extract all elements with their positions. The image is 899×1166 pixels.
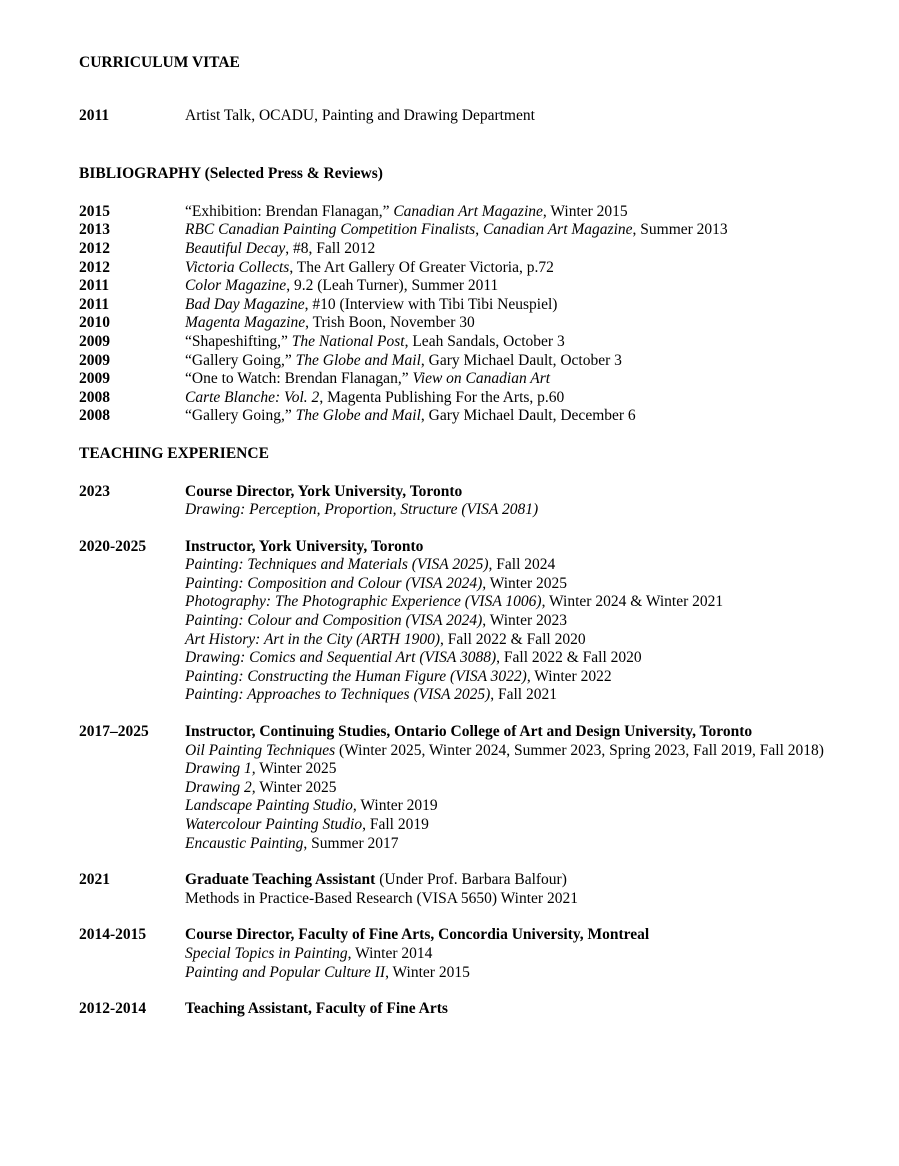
year-label: 2011 [79, 295, 110, 313]
teaching-block [79, 723, 839, 853]
position-title: Instructor, York University, Toronto [185, 537, 424, 555]
year-label: 2008 [79, 388, 110, 406]
bib-entry: 2013 RBC Canadian Painting Competition Finalists, Canadian Art Magazine, Summer 2013 [79, 221, 728, 239]
teaching-block [79, 1000, 839, 1019]
year-label: 2011 [79, 106, 110, 124]
position-title: Course Director, York University, Toronto [185, 482, 463, 500]
year-label: 2009 [79, 332, 110, 350]
position-title: Course Director, Faculty of Fine Arts, Concordia University, Montreal [185, 926, 650, 944]
year-label: 2015 [79, 202, 110, 220]
course-item: Art History: Art in the City (ARTH 1900), Fall 2022 & Fall 2020 [185, 630, 586, 648]
course-item: Painting and Popular Culture II, Winter 2015 [185, 963, 470, 981]
position-title: Instructor, Continuing Studies, Ontario College of Art and Design University, Toronto [185, 723, 753, 741]
bib-entry: 2009 “One to Watch: Brendan Flanagan,” View on Canadian Art [79, 370, 551, 388]
bib-entry: 2010 Magenta Magazine, Trish Boon, November 30 [79, 314, 475, 332]
talk-text: Artist Talk, OCADU, Painting and Drawing Department [185, 106, 535, 124]
bib-entry: 2009 “Shapeshifting,” The National Post, Leah Sandals, October 3 [79, 332, 565, 350]
bibliography-list [79, 203, 839, 426]
bib-entry: 2009 “Gallery Going,” The Globe and Mail, Gary Michael Dault, October 3 [79, 351, 622, 369]
course-item: Painting: Techniques and Materials (VISA 2025), Fall 2024 [185, 556, 556, 574]
course-item: Painting: Composition and Colour (VISA 2024), Winter 2025 [185, 574, 567, 592]
bib-entry: 2008 Carte Blanche: Vol. 2, Magenta Publishing For the Arts, p.60 [79, 388, 565, 406]
year-label: 2013 [79, 221, 110, 239]
year-label: 2011 [79, 277, 110, 295]
bib-entry: 2011 Color Magazine, 9.2 (Leah Turner), Summer 2011 [79, 277, 499, 295]
course-item: Watercolour Painting Studio, Fall 2019 [185, 816, 429, 833]
page-title: CURRICULUM VITAE [79, 54, 240, 71]
course-item: Drawing 2, Winter 2025 [185, 778, 337, 796]
year-label: 2010 [79, 314, 110, 332]
teaching-block [79, 483, 839, 520]
year-label: 2014-2015 [79, 926, 147, 944]
position-title: Graduate Teaching Assistant [185, 871, 376, 889]
position-title: Teaching Assistant, Faculty of Fine Arts [185, 1000, 448, 1018]
bibliography-heading: BIBLIOGRAPHY (Selected Press & Reviews) [79, 165, 383, 183]
teaching-heading: TEACHING EXPERIENCE [79, 444, 269, 462]
course-item: Encaustic Painting, Summer 2017 [185, 834, 399, 852]
year-label: 2008 [79, 407, 110, 425]
bib-entry: 2011 Bad Day Magazine, #10 (Interview with Tibi Tibi Neuspiel) [79, 295, 558, 313]
teaching-block [79, 871, 839, 908]
course-item: Methods in Practice-Based Research (VISA 5650) Winter 2021 [185, 889, 578, 907]
year-label: 2012 [79, 258, 110, 276]
course-item: Drawing: Perception, Proportion, Structure (VISA 2081) [185, 501, 539, 519]
bib-entry: 2012 Beautiful Decay, #8, Fall 2012 [79, 239, 376, 257]
teaching-block [79, 926, 839, 982]
teaching-block [79, 538, 839, 705]
course-item: Drawing: Comics and Sequential Art (VISA 3088), Fall 2022 & Fall 2020 [185, 649, 642, 667]
year-label: 2017–2025 [79, 723, 149, 741]
course-item: Drawing 1, Winter 2025 [185, 760, 337, 778]
course-item: Painting: Constructing the Human Figure (VISA 3022), Winter 2022 [185, 667, 612, 685]
course-item: Painting: Colour and Composition (VISA 2024), Winter 2023 [185, 612, 567, 630]
bib-entry: 2012 Victoria Collects, The Art Gallery Of Greater Victoria, p.72 [79, 258, 554, 276]
year-label: 2012-2014 [79, 1000, 147, 1018]
course-item: Special Topics in Painting, Winter 2014 [185, 944, 433, 962]
year-label: 2021 [79, 871, 110, 889]
cv-page [79, 54, 839, 1019]
year-label: 2009 [79, 351, 110, 369]
artist-talk-row [79, 107, 839, 126]
course-item: Landscape Painting Studio, Winter 2019 [185, 797, 438, 815]
bib-entry: 2015 “Exhibition: Brendan Flanagan,” Canadian Art Magazine, Winter 2015 [79, 202, 628, 220]
bib-entry: 2008 “Gallery Going,” The Globe and Mail, Gary Michael Dault, December 6 [79, 407, 636, 425]
year-label: 2023 [79, 482, 110, 500]
course-item: Oil Painting Techniques (Winter 2025, Winter 2024, Summer 2023, Spring 2023, Fall 2019, Fall 2018) [185, 741, 824, 759]
course-item: Photography: The Photographic Experience (VISA 1006), Winter 2024 & Winter 2021 [185, 593, 724, 611]
position-title-line: Graduate Teaching Assistant (Under Prof. Barbara Balfour) [185, 871, 567, 889]
year-label: 2012 [79, 239, 110, 257]
year-label: 2020-2025 [79, 537, 147, 555]
year-label: 2009 [79, 370, 110, 388]
course-item: Painting: Approaches to Techniques (VISA 2025), Fall 2021 [185, 686, 557, 704]
